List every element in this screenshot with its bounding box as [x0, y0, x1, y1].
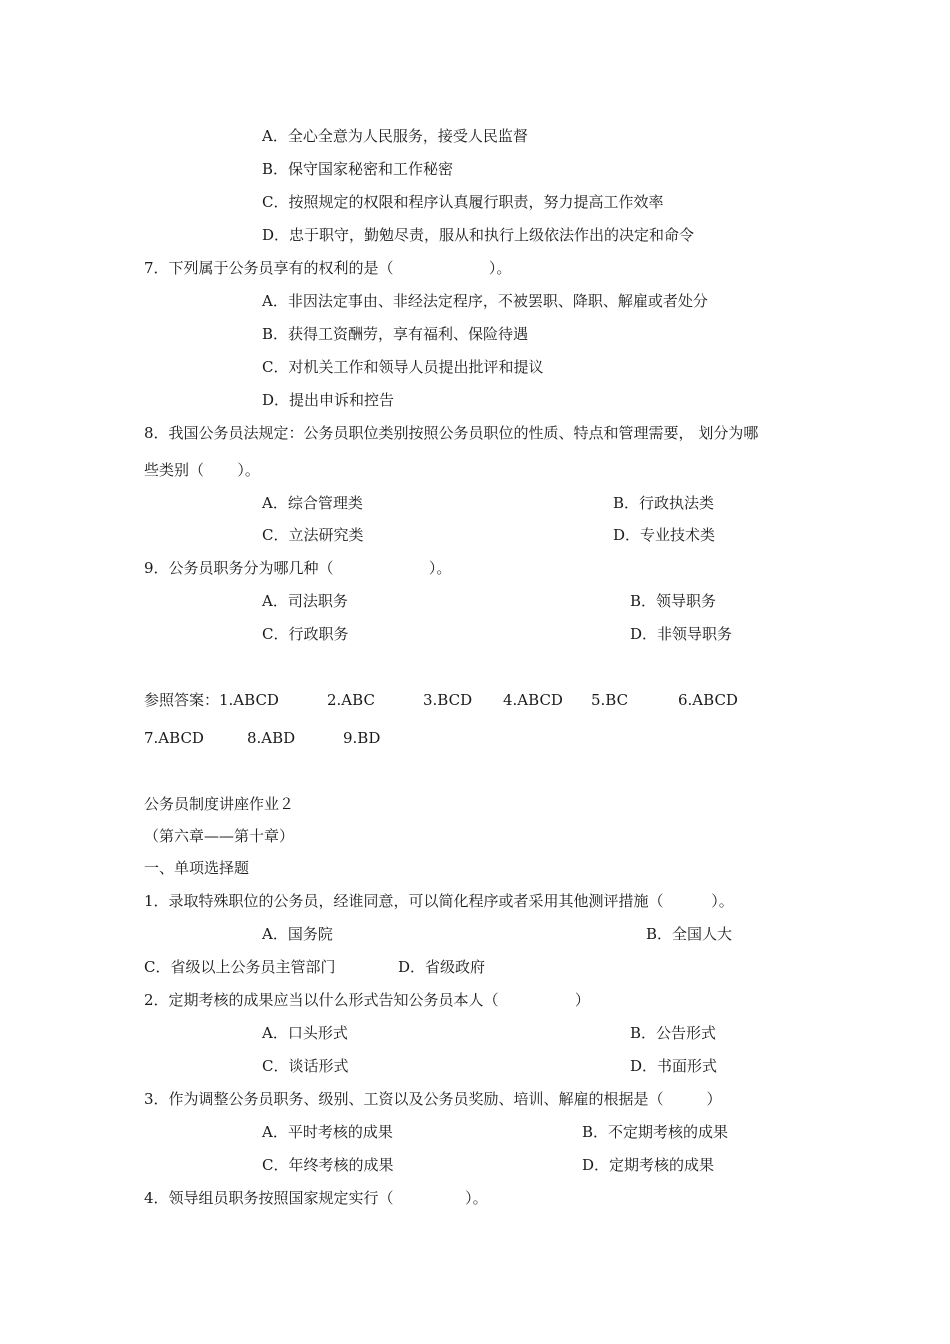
question-3-option-b: B．不定期考核的成果 [582, 1123, 729, 1141]
question-3-option-d: D．定期考核的成果 [582, 1156, 715, 1174]
question-3: 3．作为调整公务员职务、级别、工资以及公务员奖励、培训、解雇的根据是（ ） [144, 1090, 722, 1108]
question-6-option-b: B．保守国家秘密和工作秘密 [262, 160, 454, 178]
answer-key-8: 8.ABD [247, 729, 296, 747]
question-9-option-d: D．非领导职务 [630, 625, 733, 643]
question-3-option-a: A．平时考核的成果 [262, 1123, 393, 1141]
question-8-option-a: A．综合管理类 [262, 494, 363, 512]
question-2-option-d: D．书面形式 [630, 1057, 718, 1075]
question-7-option-d: D．提出申诉和控告 [262, 391, 395, 409]
question-1: 1．录取特殊职位的公务员，经谁同意，可以简化程序或者采用其他测评措施（ ）。 [144, 892, 734, 910]
answer-key-2: 2.ABC [327, 691, 375, 709]
question-9-option-b: B．领导职务 [630, 592, 717, 610]
question-9-option-a: A．司法职务 [262, 592, 348, 610]
assignment-title: 公务员制度讲座作业２ [144, 795, 295, 813]
answer-key-9: 9.BD [343, 729, 381, 747]
question-4: 4．领导组员职务按照国家规定实行（ ）。 [144, 1189, 488, 1207]
question-8-option-b: B．行政执法类 [613, 494, 715, 512]
question-9: 9．公务员职务分为哪几种（ ）。 [144, 559, 452, 577]
question-1-option-d: D．省级政府 [398, 958, 486, 976]
question-1-option-a: A．国务院 [262, 925, 333, 943]
question-7: 7．下列属于公务员享有的权利的是（ ）。 [144, 259, 512, 277]
question-8-option-c: C．立法研究类 [262, 526, 364, 544]
question-1-option-c: C．省级以上公务员主管部门 [144, 958, 336, 976]
question-2-option-c: C．谈话形式 [262, 1057, 349, 1075]
question-6-option-d: D．忠于职守，勤勉尽责，服从和执行上级依法作出的决定和命令 [262, 226, 695, 244]
answer-key-3: 3.BCD [423, 691, 473, 709]
question-1-option-b: B．全国人大 [646, 925, 733, 943]
question-7-option-c: C．对机关工作和领导人员提出批评和提议 [262, 358, 544, 376]
question-8-continued: 些类别（ ）。 [144, 461, 260, 479]
answer-key-7: 7.ABCD [144, 729, 204, 747]
question-7-option-a: A．非因法定事由、非经法定程序，不被罢职、降职、解雇或者处分 [262, 292, 708, 310]
answer-key-5: 5.BC [591, 691, 629, 709]
answer-key-6: 6.ABCD [678, 691, 738, 709]
question-3-option-c: C．年终考核的成果 [262, 1156, 394, 1174]
question-2-option-a: A．口头形式 [262, 1024, 348, 1042]
answer-key-1: 参照答案：1.ABCD [144, 691, 279, 709]
question-8: 8．我国公务员法规定：公务员职位类别按照公务员职位的性质、特点和管理需要， 划分为哪 [144, 424, 759, 442]
section-heading: 一、单项选择题 [144, 859, 250, 877]
question-6-option-c: C．按照规定的权限和程序认真履行职责，努力提高工作效率 [262, 193, 664, 211]
question-9-option-c: C．行政职务 [262, 625, 349, 643]
question-8-option-d: D．专业技术类 [613, 526, 716, 544]
question-6-option-a: A．全心全意为人民服务，接受人民监督 [262, 127, 528, 145]
assignment-chapters: （第六章——第十章） [144, 827, 295, 845]
question-2-option-b: B．公告形式 [630, 1024, 717, 1042]
question-7-option-b: B．获得工资酬劳，享有福利、保险待遇 [262, 325, 529, 343]
question-2: 2．定期考核的成果应当以什么形式告知公务员本人（ ） [144, 991, 590, 1009]
answer-key-4: 4.ABCD [503, 691, 563, 709]
